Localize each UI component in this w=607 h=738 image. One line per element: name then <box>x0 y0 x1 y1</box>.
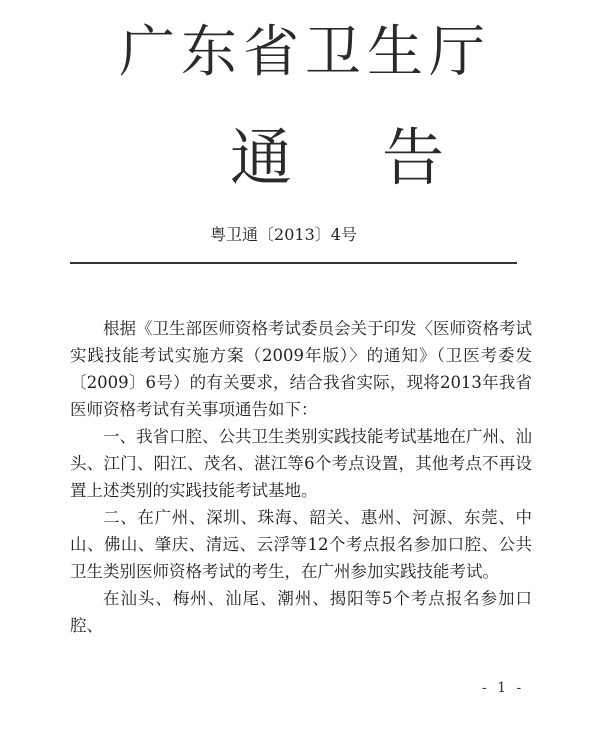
document-body <box>70 315 532 639</box>
page-number: - 1 - <box>482 680 525 696</box>
paragraph-item-1: 一、我省口腔、公共卫生类别实践技能考试基地在广州、汕头、江门、阳江、茂名、湛江等6个考点设置，其他考点不再设置上述类别的实践技能考试基地。 <box>70 427 532 500</box>
paragraph-intro: 根据《卫生部医师资格考试委员会关于印发〈医师资格考试实践技能考试实施方案（2009年版）〉的通知》（卫医考委发〔2009〕6号）的有关要求，结合我省实际，现将2013年我省医师资格考试有关事项通告如下： <box>70 319 532 419</box>
document-number: 粤卫通〔2013〕4号 <box>210 225 357 244</box>
issuing-authority-title: 广东省卫生厅 <box>119 20 491 85</box>
header-divider <box>70 262 517 264</box>
paragraph-item-2: 二、在广州、深圳、珠海、韶关、惠州、河源、东莞、中山、佛山、肇庆、清远、云浮等12个考点报名参加口腔、公共卫生类别医师资格考试的考生，在广州参加实践技能考试。 <box>70 508 532 581</box>
document-type-title: 通告 <box>230 121 535 194</box>
paragraph-continued: 在汕头、梅州、汕尾、潮州、揭阳等5个考点报名参加口腔、 <box>70 589 532 635</box>
